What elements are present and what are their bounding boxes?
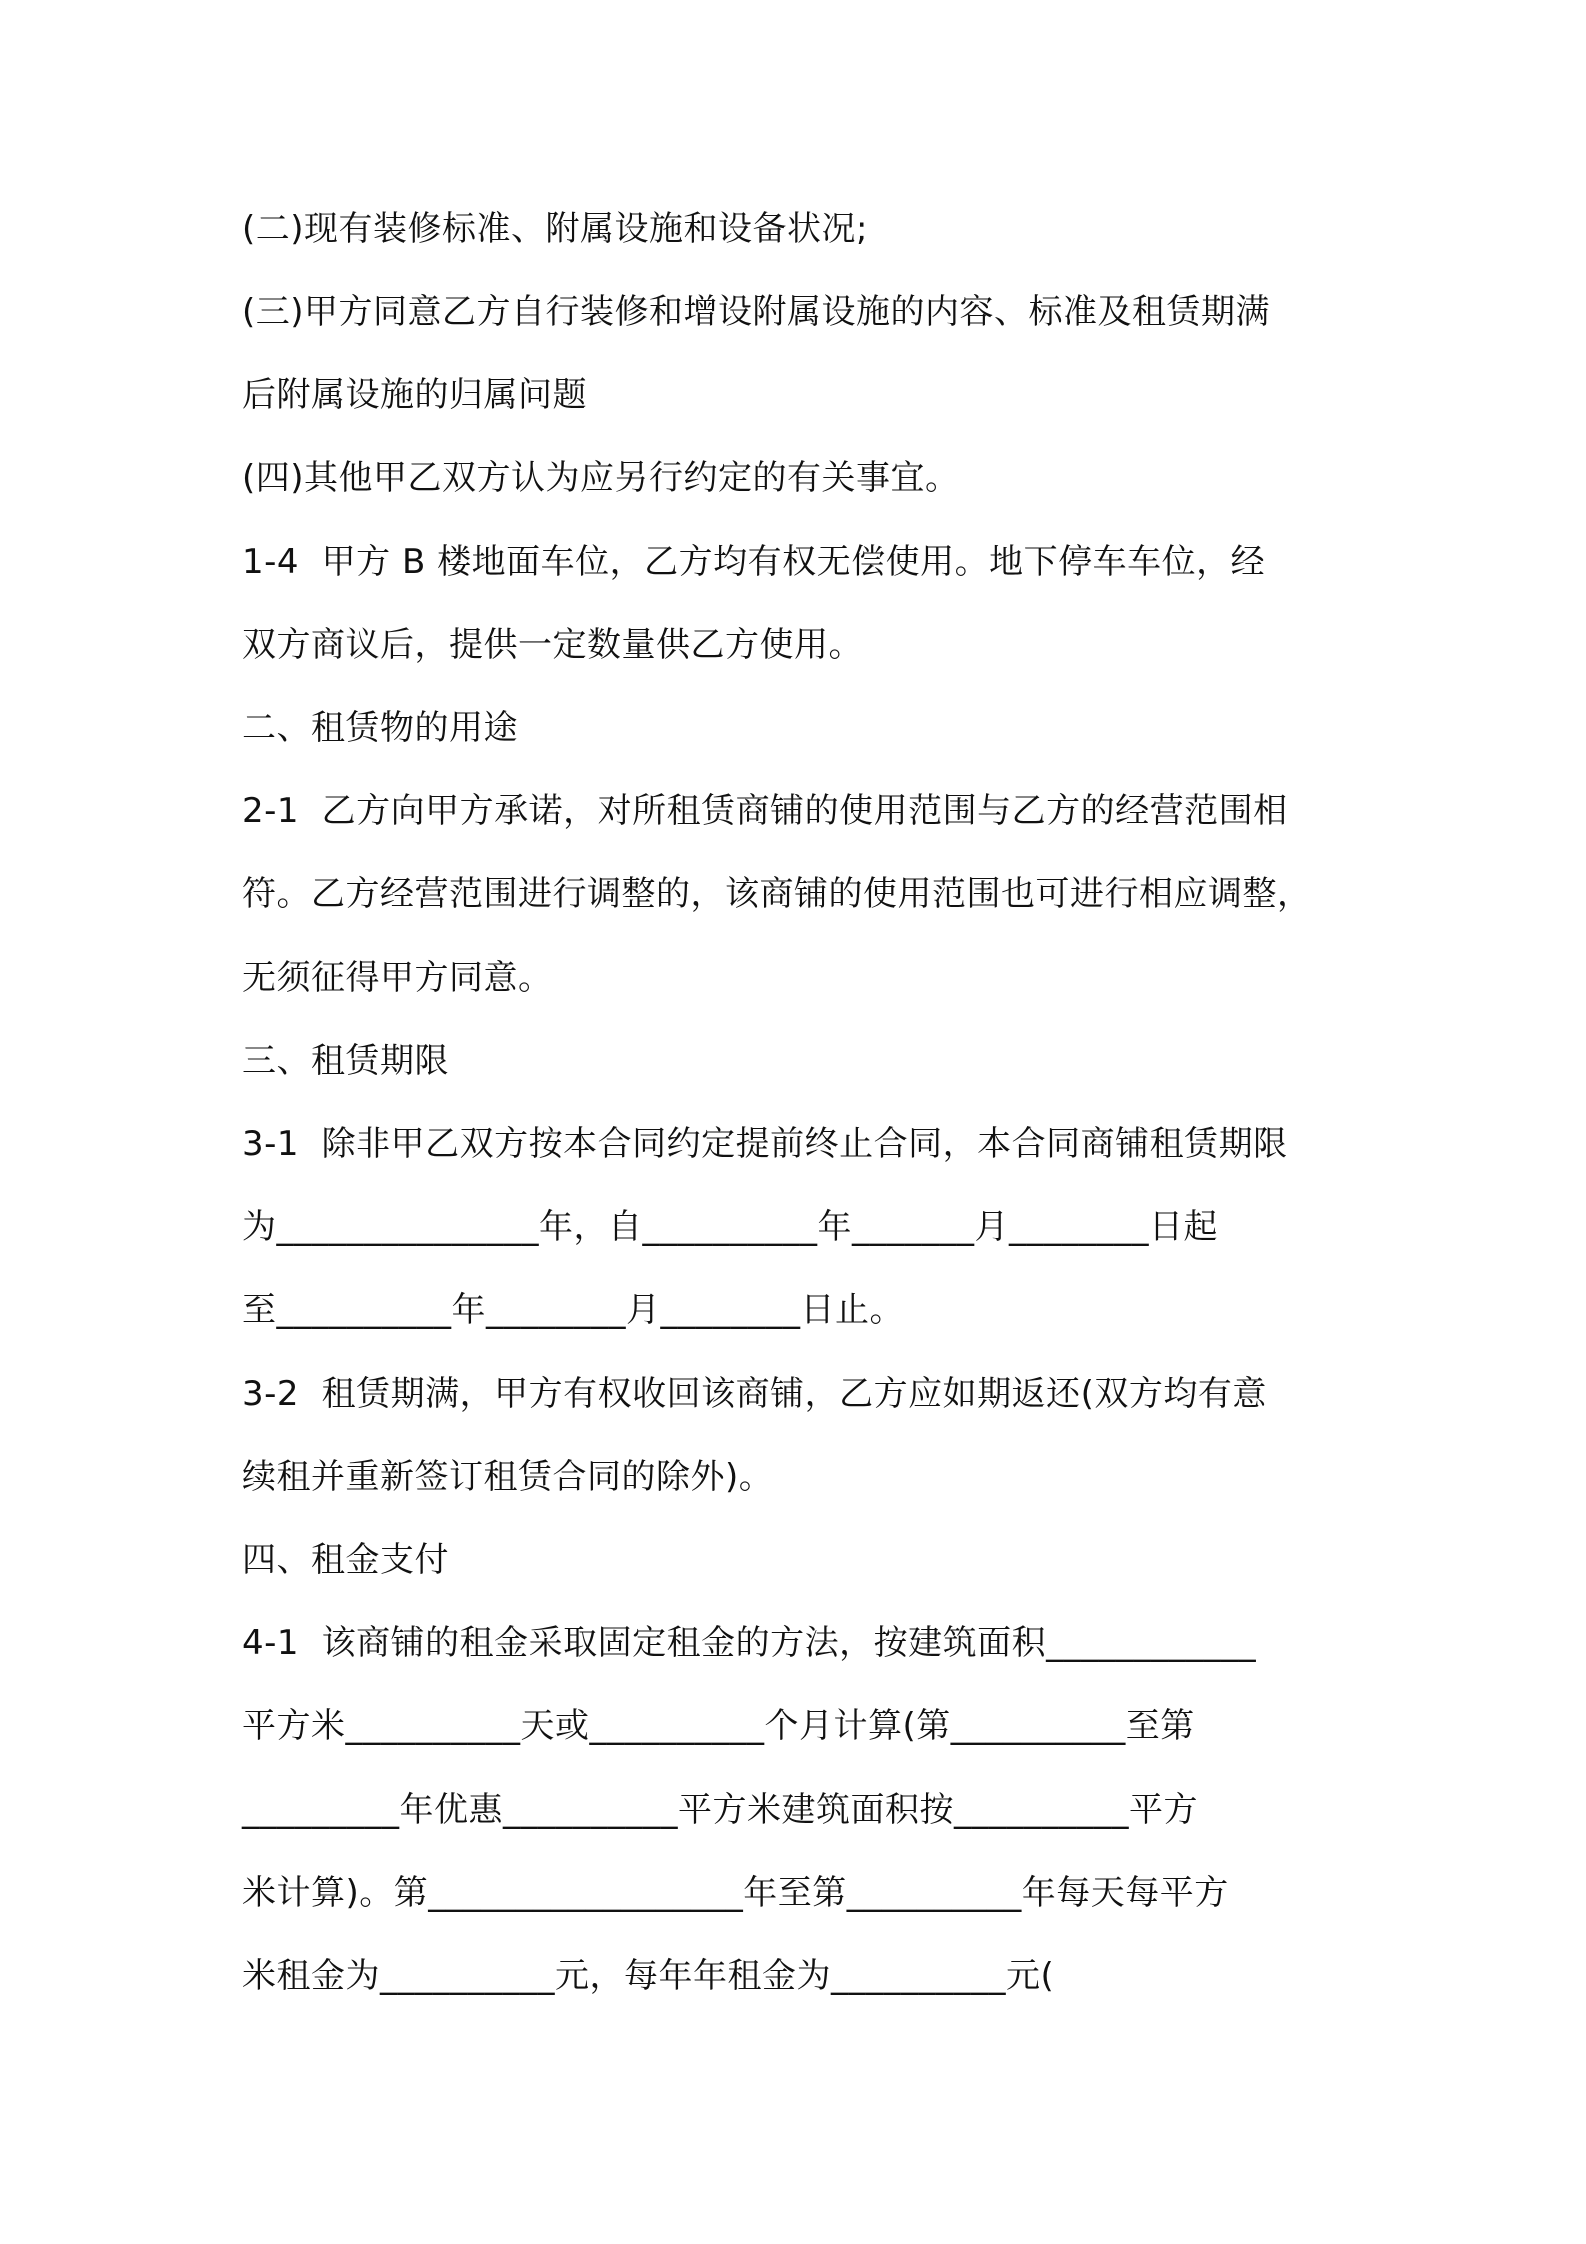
text-line: 米计算)。第__________________年至第__________年每天每平方 <box>242 1873 1229 1913</box>
section-heading: 二、租赁物的用途 <box>242 708 518 748</box>
text-line: 后附属设施的归属问题 <box>242 375 587 415</box>
text-line: 米租金为__________元，每年年租金为__________元( <box>242 1956 1055 1996</box>
text-line: 4-1 该商铺的租金采取固定租金的方法，按建筑面积____________ <box>242 1623 1257 1663</box>
text-line: 双方商议后，提供一定数量供乙方使用。 <box>242 625 863 665</box>
text-line: 3-2 租赁期满，甲方有权收回该商铺，乙方应如期返还(双方均有意 <box>242 1374 1267 1414</box>
text-line: (三)甲方同意乙方自行装修和增设附属设施的内容、标准及租赁期满 <box>242 292 1271 332</box>
text-line: _________年优惠__________平方米建筑面积按__________平方 <box>242 1790 1198 1830</box>
text-line: 3-1 除非甲乙双方按本合同约定提前终止合同，本合同商铺租赁期限 <box>242 1124 1288 1164</box>
section-heading: 三、租赁期限 <box>242 1041 449 1081</box>
section-heading: 四、租金支付 <box>242 1540 449 1580</box>
text-line: 1-4 甲方 B 楼地面车位，乙方均有权无偿使用。地下停车车位，经 <box>242 542 1266 582</box>
text-line: 至__________年________月________日止。 <box>242 1290 904 1330</box>
text-line: 为_______________年，自__________年_______月________日起 <box>242 1207 1218 1247</box>
text-line: 2-1 乙方向甲方承诺，对所租赁商铺的使用范围与乙方的经营范围相 <box>242 791 1288 831</box>
text-line: (四)其他甲乙双方认为应另行约定的有关事宜。 <box>242 458 960 498</box>
text-line: (二)现有装修标准、附属设施和设备状况; <box>242 209 868 249</box>
text-line: 续租并重新签订租赁合同的除外)。 <box>242 1457 774 1497</box>
text-line: 符。乙方经营范围进行调整的，该商铺的使用范围也可进行相应调整， <box>242 874 1312 914</box>
text-line: 无须征得甲方同意。 <box>242 958 553 998</box>
text-line: 平方米__________天或__________个月计算(第__________至第 <box>242 1706 1195 1746</box>
